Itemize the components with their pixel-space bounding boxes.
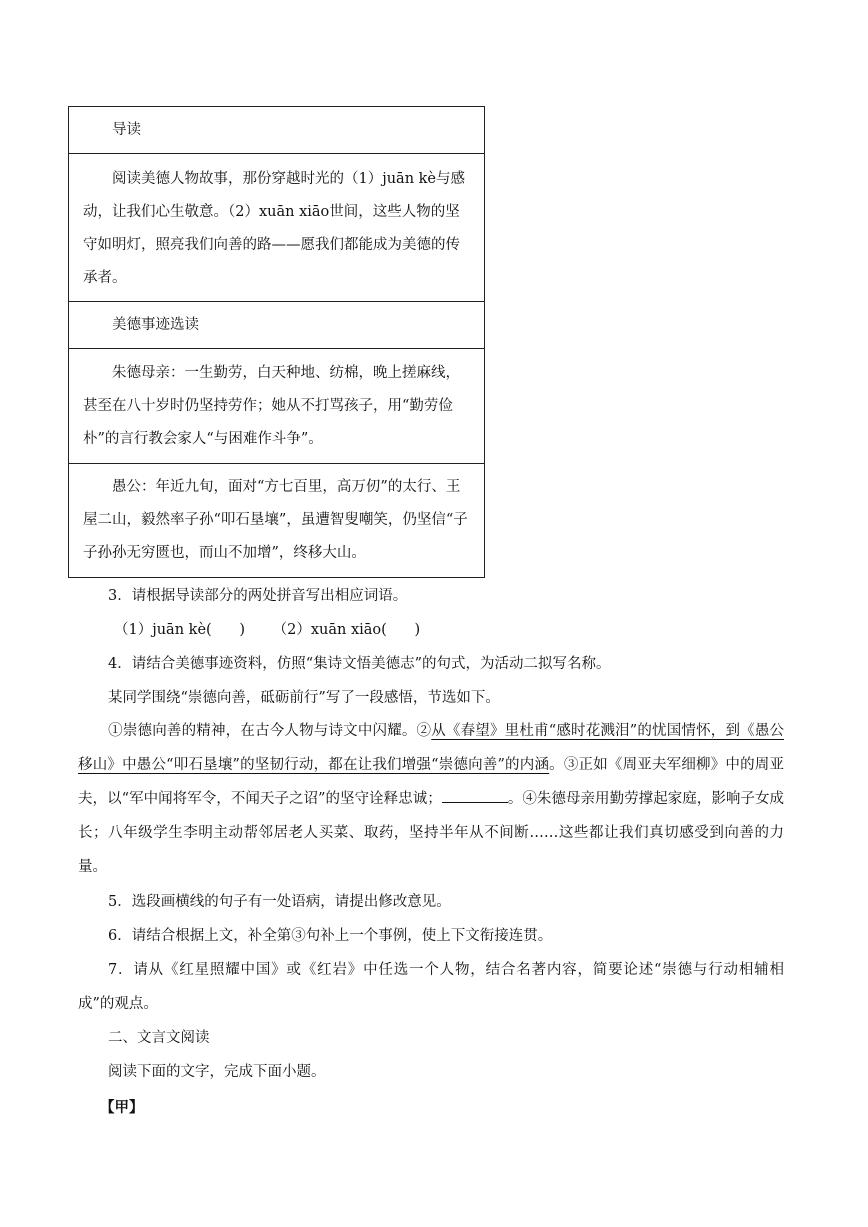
guide-text: 阅读美德人物故事，那份穿越时光的（1）juān kè与感动，让我们心生敬意。（2）xuān xiāo世间，这些人物的坚守如明灯，照亮我们向善的路——愿我们都能成为美德的传承者。 <box>83 171 466 286</box>
passage-part-b: 。③正如《周亚夫军细柳》中的周亚夫，以“军中闻将军令，不闻天子之诏”的坚守诠释忠诚； <box>78 757 784 807</box>
fill-in-blank[interactable] <box>442 788 508 803</box>
student-passage <box>78 714 784 884</box>
question-3-pinyin-blanks: （1）juān kè( ) （2）xuān xiāo( ) <box>114 622 421 638</box>
question-3: 3．请根据导读部分的两处拼音写出相应词语。 <box>108 588 408 604</box>
reading-materials-table <box>68 106 485 578</box>
underlined-sentence: 从《春望》里杜甫“感时花溅泪”的忧国情怀，到《愚公移山》中愚公“叩石垦壤”的坚韧行动，都在让我们增强“崇德向善”的内涵 <box>78 723 785 773</box>
section-2-title: 二、文言文阅读 <box>108 1030 210 1046</box>
passage-part-c: 。④朱德母亲用勤劳撑起家庭，影响子女成长；八年级学生李明主动帮邻居老人买菜、取药，坚持半年从不间断……这些都让我们真切感受到向善的力量。 <box>78 791 785 875</box>
passage-label-jia: 【甲】 <box>100 1099 144 1116</box>
passage-part-a: ①崇德向善的精神，在古今人物与诗文中闪耀。② <box>108 723 432 739</box>
passage-intro: 某同学围绕“崇德向善，砥砺前行”写了一段感悟，节选如下。 <box>108 690 500 706</box>
zhu-de-mother-text: 朱德母亲：一生勤劳，白天种地、纺棉，晚上搓麻线，甚至在八十岁时仍坚持劳作；她从不打骂孩子，用“勤劳俭朴”的言行教会家人“与困难作斗争”。 <box>83 365 460 447</box>
question-6: 6．请结合根据上文，补全第③句补上一个事例，使上下文衔接连贯。 <box>108 928 553 944</box>
deeds-title: 美德事迹选读 <box>112 316 199 333</box>
question-5: 5．选段画横线的句子有一处语病，请提出修改意见。 <box>108 894 451 910</box>
question-7: 7．请从《红星照耀中国》或《红岩》中任选一个人物，结合名著内容，简要论述“崇德与行动相辅相成”的观点。 <box>78 962 784 1012</box>
question-4: 4．请结合美德事迹资料，仿照“集诗文悟美德志”的句式，为活动二拟写名称。 <box>108 656 611 672</box>
guide-text-cell <box>69 153 484 301</box>
deeds-title-cell <box>69 301 484 348</box>
yugong-text: 愚公：年近九旬，面对“方七百里，高万仞”的太行、王屋二山，毅然率子孙“叩石垦壤”，虽遭智叟嘲笑，仍坚信“子子孙孙无穷匮也，而山不加增”，终移大山。 <box>83 479 468 561</box>
guide-title: 导读 <box>112 122 141 138</box>
question-7-block <box>78 953 784 1021</box>
yugong-cell <box>69 463 484 577</box>
guide-title-cell <box>69 107 484 153</box>
section-2-instruction: 阅读下面的文字，完成下面小题。 <box>108 1064 326 1080</box>
zhu-de-mother-cell <box>69 348 484 463</box>
